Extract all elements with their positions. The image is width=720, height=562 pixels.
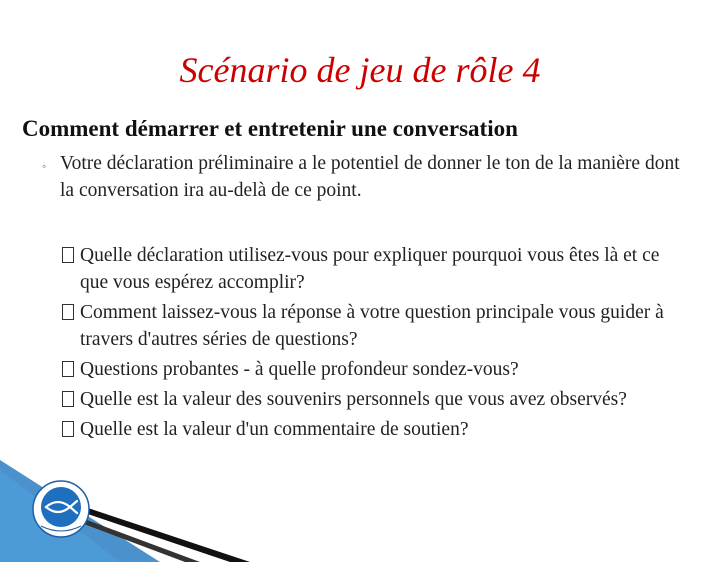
list-item [62, 416, 692, 443]
question-text: Quelle est la valeur d'un commentaire de soutien? [80, 419, 469, 440]
box-bullet-icon [62, 421, 74, 437]
box-bullet-icon [62, 391, 74, 407]
list-item [62, 356, 692, 383]
list-item [62, 299, 692, 353]
box-bullet-icon [62, 247, 74, 263]
question-text: Quelle est la valeur des souvenirs personnels que vous avez observés? [80, 389, 627, 410]
box-bullet-icon [62, 304, 74, 320]
question-text: Questions probantes - à quelle profondeur sondez-vous? [80, 359, 519, 380]
question-text: Quelle déclaration utilisez-vous pour expliquer pourquoi vous êtes là et ce que vous espérez accomplir? [80, 245, 660, 293]
slide-subtitle: Comment démarrer et entretenir une conversation [22, 116, 518, 141]
question-list [62, 242, 692, 446]
lead-paragraph [42, 150, 692, 204]
list-item [62, 386, 692, 413]
list-item [62, 242, 692, 296]
ichthys-logo-icon [32, 480, 90, 538]
box-bullet-icon [62, 361, 74, 377]
slide-title: Scénario de jeu de rôle 4 [179, 50, 541, 90]
lead-text: Votre déclaration préliminaire a le potentiel de donner le ton de la manière dont la conversation ira au-delà de ce point. [60, 153, 680, 201]
question-text: Comment laissez-vous la réponse à votre question principale vous guider à travers d'autres séries de questions? [80, 302, 664, 350]
ring-bullet-icon: ◦ [42, 159, 47, 173]
